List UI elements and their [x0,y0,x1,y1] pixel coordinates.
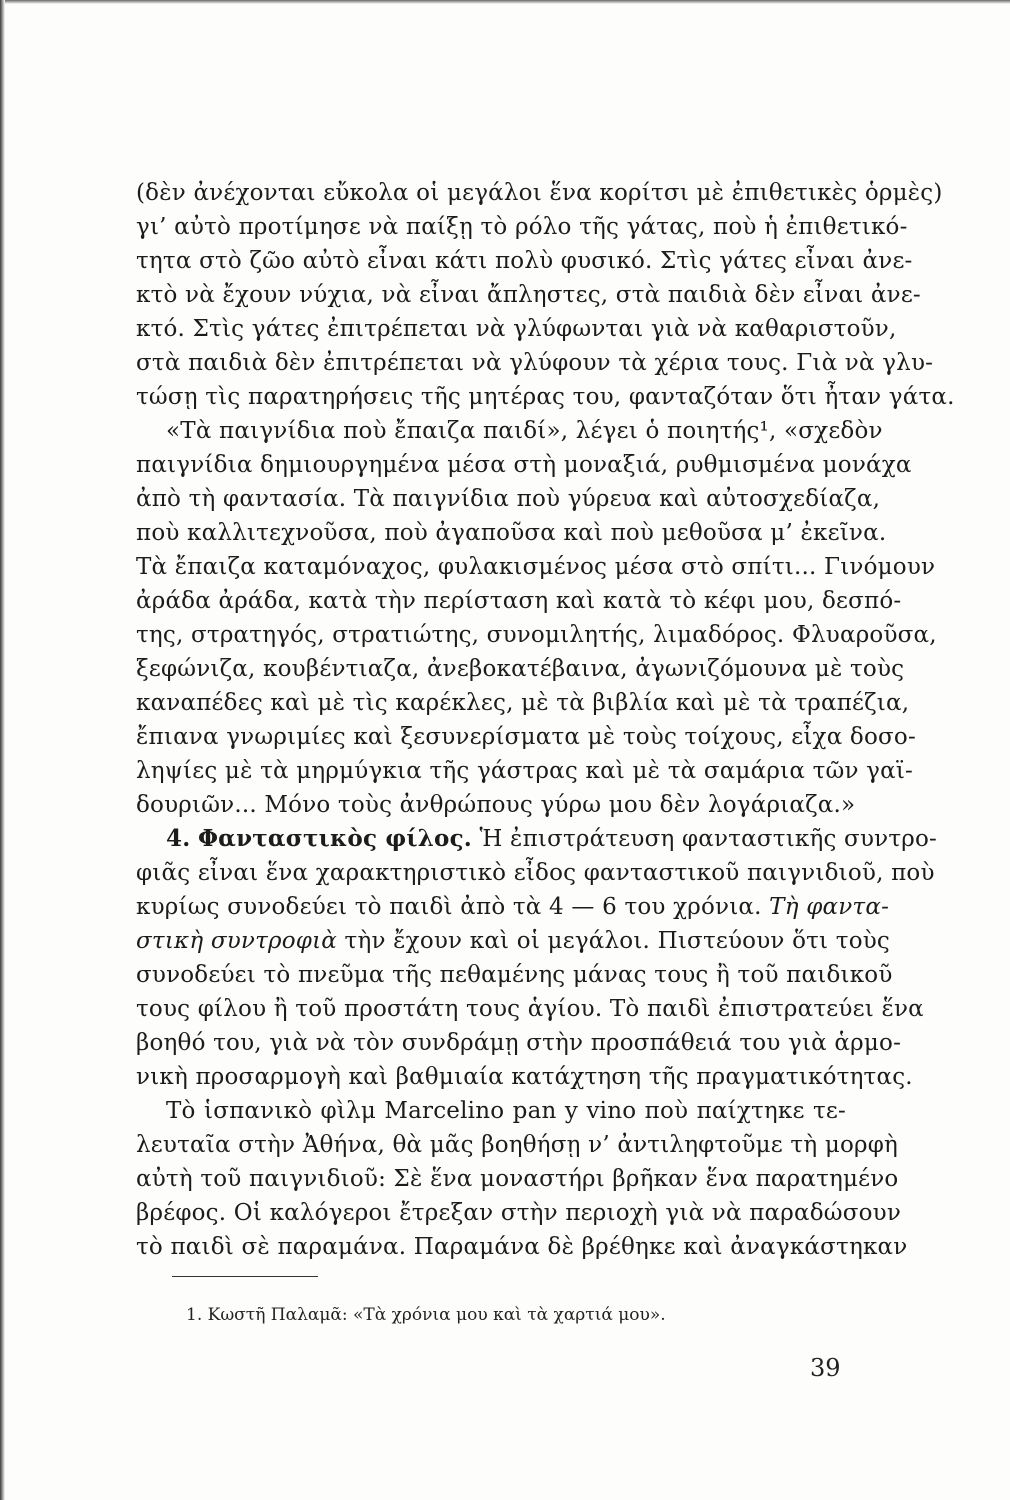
body-line [136,926,891,956]
body-line-text: τὴν ἔχουν καὶ οἱ μεγάλοι. Πιστεύουν ὅτι τοὺς [344,928,891,954]
body-line: (δὲν ἀνέχονται εὔκολα οἱ μεγάλοι ἕνα κορίτσι μὲ ἐπιθετικὲς ὁρμὲς) [136,180,943,206]
body-line: τητα στὸ ζῶο αὐτὸ εἶναι κάτι πολὺ φυσικό. Στὶς γάτες εἶναι ἀνε- [136,248,913,274]
section-heading-line [166,824,937,854]
body-line: γι’ αὐτὸ προτίμησε νὰ παίξῃ τὸ ρόλο τῆς γάτας, ποὺ ἡ ἐπιθετικό- [136,214,908,240]
body-line [136,892,890,922]
footnote: 1. Κωστῆ Παλαμᾶ: «Τὰ χρόνια μου καὶ τὰ χαρτιά μου». [186,1305,666,1325]
body-line: λευταῖα στὴν Ἀθήνα, θὰ μᾶς βοηθήσῃ ν’ ἀντιληφτοῦμε τὴ μορφὴ [136,1132,899,1158]
body-line: κτό. Στὶς γάτες ἐπιτρέπεται νὰ γλύφωνται γιὰ νὰ καθαριστοῦν, [136,316,897,342]
body-line: δουριῶν... Μόνο τοὺς ἀνθρώπους γύρω μου δὲν λογάριαζα.» [136,792,856,818]
body-line: τους φίλου ἢ τοῦ προστάτη τους ἁγίου. Τὸ παιδὶ ἐπιστρατεύει ἕνα [136,996,924,1022]
body-line: τώσῃ τὶς παρατηρήσεις τῆς μητέρας του, φανταζόταν ὅτι ἦταν γάτα. [136,384,955,410]
section-number: 4. [166,825,191,852]
body-line: στὰ παιδιὰ δὲν ἐπιτρέπεται νὰ γλύφουν τὰ χέρια τους. Γιὰ νὰ γλυ- [136,350,934,376]
body-line: παιγνίδια δημιουργημένα μέσα στὴ μοναξιά, ρυθμισμένα μονάχα [136,452,912,478]
body-line: βρέφος. Οἱ καλόγεροι ἔτρεξαν στὴν περιοχὴ γιὰ νὰ παραδώσουν [136,1200,902,1226]
body-line: φιᾶς εἶναι ἕνα χαρακτηριστικὸ εἶδος φανταστικοῦ παιγνιδιοῦ, ποὺ [136,860,935,886]
body-line: ξεφώνιζα, κουβέντιαζα, ἀνεβοκατέβαινα, ἀγωνιζόμουνα μὲ τοὺς [136,656,905,682]
body-line: βοηθό του, γιὰ νὰ τὸν συνδράμῃ στὴν προσπάθειά του γιὰ ἁρμο- [136,1030,902,1056]
body-line-text: κυρίως συνοδεύει τὸ παιδὶ ἀπὸ τὰ 4 — 6 του χρόνια. [136,894,762,920]
body-line: Τὸ ἱσπανικὸ φὶλμ Marcelino pan y vino ποὺ παίχτηκε τε- [166,1098,846,1124]
body-line: νικὴ προσαρμογὴ καὶ βαθμιαία κατάχτηση τῆς πραγματικότητας. [136,1064,913,1090]
italic-phrase: Τὴ φαντα- [769,894,890,920]
body-line: ἔπιανα γνωριμίες καὶ ξεσυνερίσματα μὲ τοὺς τοίχους, εἶχα δοσο- [136,724,916,750]
body-line: συνοδεύει τὸ πνεῦμα τῆς πεθαμένης μάνας τους ἢ τοῦ παιδικοῦ [136,962,893,988]
body-line: ποὺ καλλιτεχνοῦσα, ποὺ ἀγαποῦσα καὶ ποὺ μεθοῦσα μ’ ἐκεῖνα. [136,520,887,546]
body-line: ἀράδα ἀράδα, κατὰ τὴν περίσταση καὶ κατὰ τὸ κέφι μου, δεσπό- [136,588,902,614]
section-first-line-text: Ἡ ἐπιστράτευση φανταστικῆς συντρο- [479,826,937,852]
body-line: ἀπὸ τὴ φαντασία. Τὰ παιγνίδια ποὺ γύρευα καὶ αὐτοσχεδίαζα, [136,486,881,512]
body-line: Τὰ ἔπαιζα καταμόναχος, φυλακισμένος μέσα στὸ σπίτι... Γινόμουν [136,554,936,580]
scan-edge-left [0,0,5,1500]
page-number: 39 [810,1354,841,1382]
body-line: κτὸ νὰ ἔχουν νύχια, νὰ εἶναι ἄπληστες, στὰ παιδιὰ δὲν εἶναι ἀνε- [136,282,921,308]
body-line: ληψίες μὲ τὰ μηρμύγκια τῆς γάστρας καὶ μὲ τὰ σαμάρια τῶν γαϊ- [136,758,914,784]
scan-edge-top [0,0,1010,4]
section-title: Φανταστικὸς φίλος. [197,825,472,852]
italic-phrase: στικὴ συντροφιὰ [136,928,338,954]
body-line: αὐτὴ τοῦ παιγνιδιοῦ: Σὲ ἕνα μοναστήρι βρῆκαν ἕνα παρατημένο [136,1166,899,1192]
body-line: «Τὰ παιγνίδια ποὺ ἔπαιζα παιδί», λέγει ὁ ποιητής¹, «σχεδὸν [166,418,883,444]
body-line: καναπέδες καὶ μὲ τὶς καρέκλες, μὲ τὰ βιβλία καὶ μὲ τὰ τραπέζια, [136,690,910,716]
footnote-divider [172,1276,318,1277]
body-line: τὸ παιδὶ σὲ παραμάνα. Παραμάνα δὲ βρέθηκε καὶ ἀναγκάστηκαν [136,1234,908,1260]
body-line: της, στρατηγός, στρατιώτης, συνομιλητής, λιμαδόρος. Φλυαροῦσα, [136,622,937,648]
